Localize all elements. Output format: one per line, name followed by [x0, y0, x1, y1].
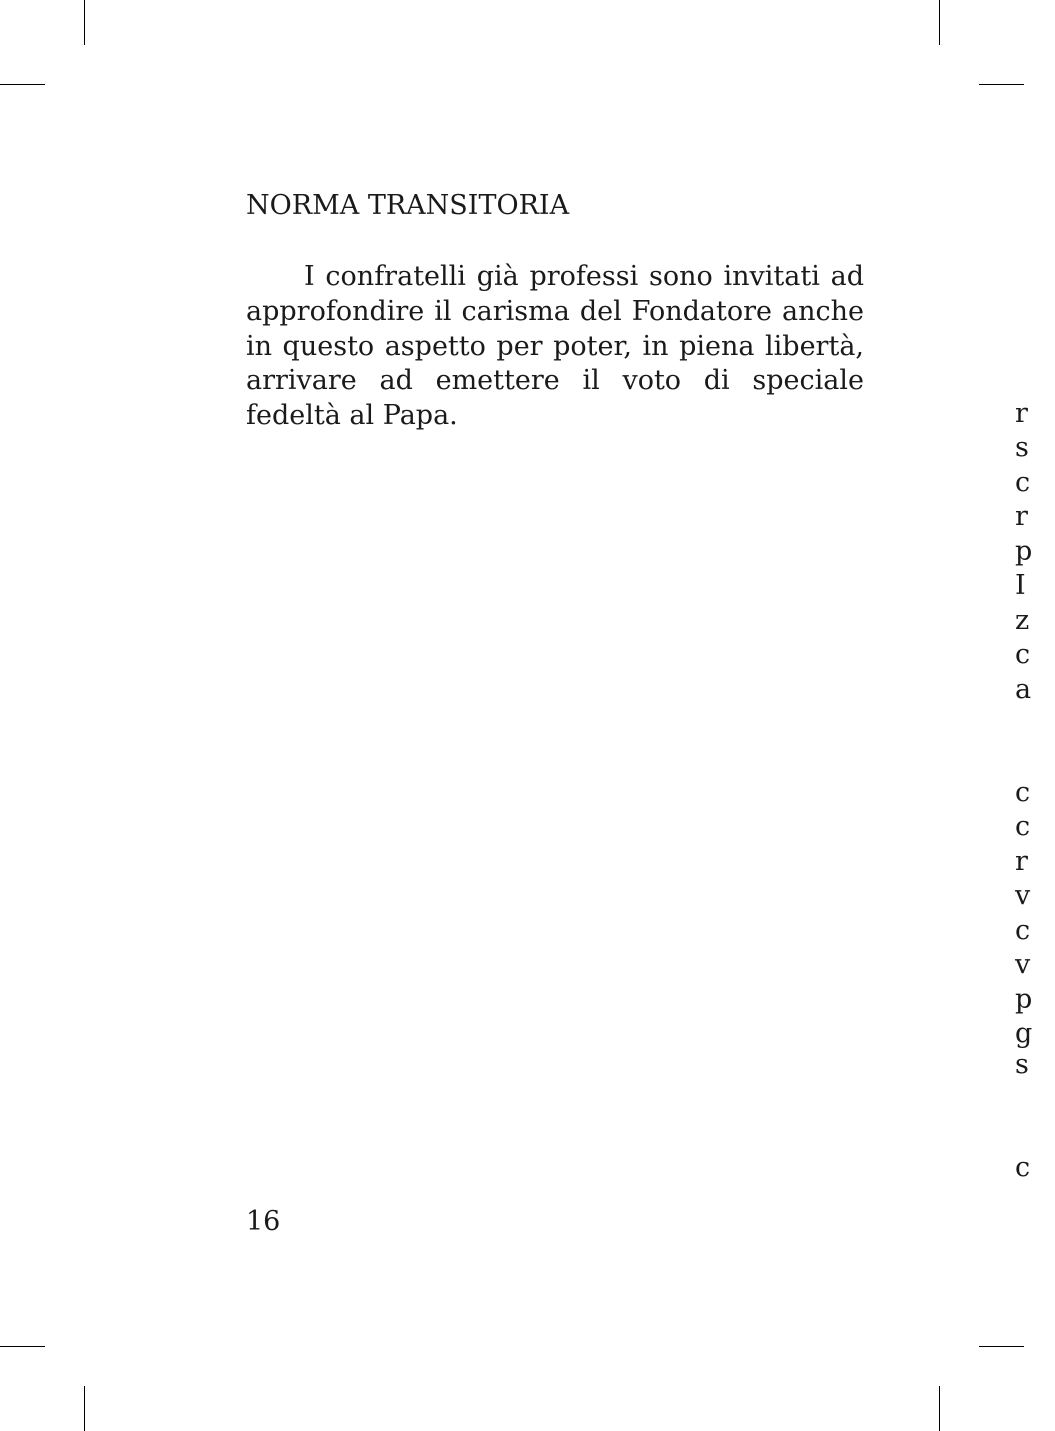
facing-page-letter: c: [1015, 915, 1031, 946]
crop-mark-top-left-vertical: [84, 0, 85, 45]
paragraph-line: arrivare ad emettere il voto di speciale fedeltà: [246, 365, 864, 432]
page-number: 16: [246, 1206, 281, 1237]
facing-page-letter: c: [1015, 639, 1031, 670]
facing-page-letter: z: [1015, 605, 1030, 636]
facing-page-letter: s: [1015, 432, 1029, 463]
facing-page-letter: c: [1015, 811, 1031, 842]
crop-mark-bottom-right-vertical: [939, 1386, 940, 1431]
body-paragraph: [246, 260, 864, 434]
crop-mark-bottom-left-vertical: [84, 1386, 85, 1431]
facing-page-letter: v: [1015, 880, 1031, 911]
facing-page-letter: I: [1015, 570, 1026, 601]
facing-page-letter: p: [1015, 984, 1033, 1015]
crop-mark-top-left-horizontal: [0, 84, 45, 85]
facing-page-letter: r: [1015, 846, 1028, 877]
paragraph-line: I confratelli già professi sono invitati ad: [304, 261, 864, 292]
facing-page-edge: [1015, 0, 1055, 1431]
facing-page-letter: p: [1015, 536, 1033, 567]
facing-page-letter: r: [1015, 398, 1028, 429]
facing-page-letter: r: [1015, 501, 1028, 532]
paragraph-line: approfondire il carisma del Fondatore anche: [246, 295, 864, 327]
facing-page-letter: a: [1015, 674, 1032, 705]
section-title: NORMA TRANSITORIA: [246, 190, 570, 221]
facing-page-letter: g: [1015, 1018, 1033, 1049]
paragraph-line: in questo aspetto per poter, in piena libertà,: [246, 330, 864, 362]
facing-page-letter: c: [1015, 1152, 1031, 1183]
paragraph-line: al Papa.: [349, 400, 458, 432]
crop-mark-bottom-left-horizontal: [0, 1346, 45, 1347]
facing-page-letter: s: [1015, 1049, 1029, 1080]
crop-mark-top-right-vertical: [939, 0, 940, 45]
page-content: [246, 188, 864, 434]
facing-page-letter: c: [1015, 467, 1031, 498]
facing-page-letter: c: [1015, 777, 1031, 808]
facing-page-letter: v: [1015, 949, 1031, 980]
